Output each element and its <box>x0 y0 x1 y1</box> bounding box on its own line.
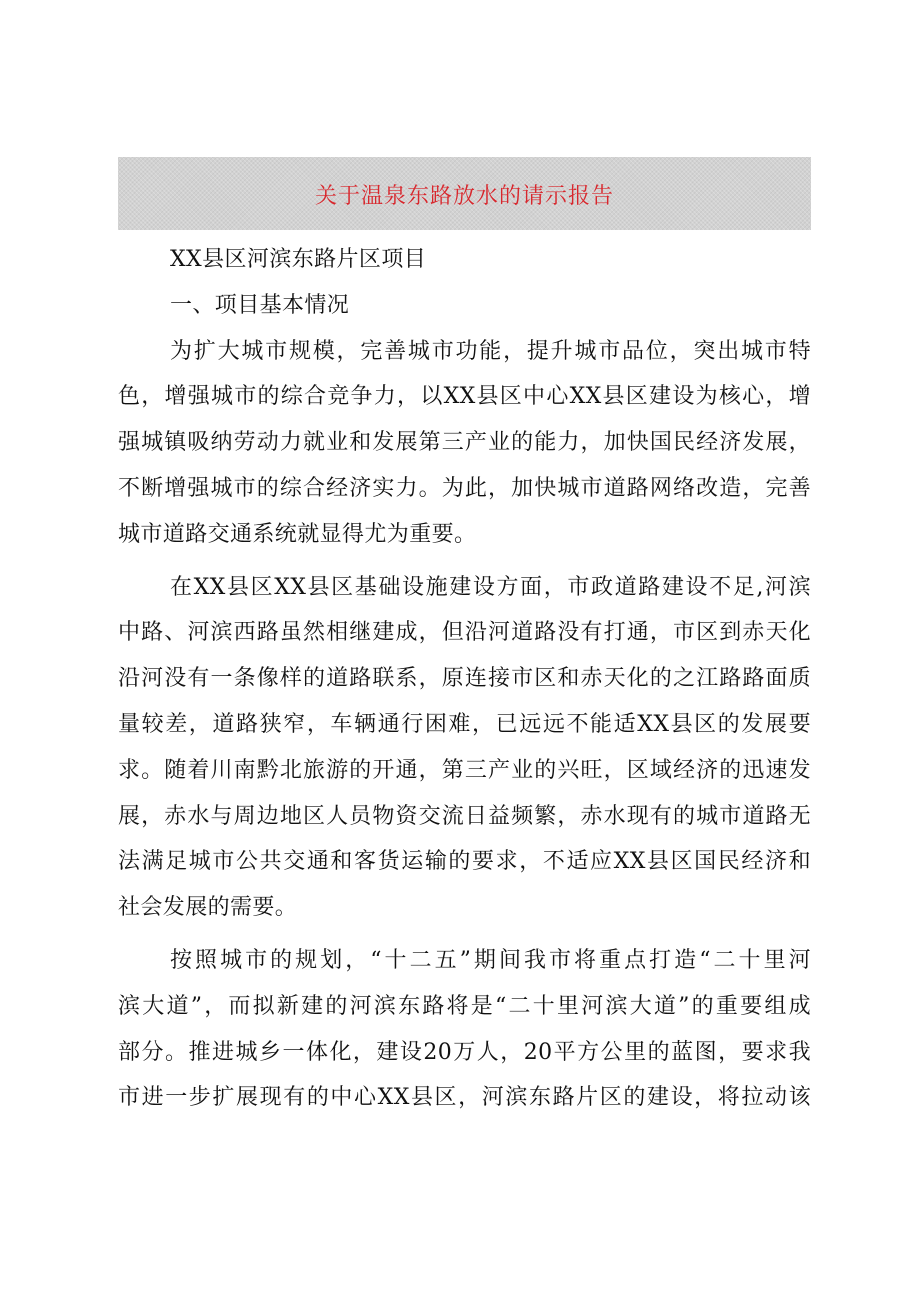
text-line: 社会发展的需要。 <box>118 895 298 921</box>
text-line: 求。随着川南黔北旅游的开通，第三产业的兴旺，区域经济的迅速发 <box>118 757 811 783</box>
text-line: 量较差，道路狭窄，车辆通行困难，已远远不能适XX县区的发展要 <box>118 711 811 737</box>
document-title: 关于温泉东路放水的请示报告 <box>314 184 614 209</box>
text-line: 展，赤水与周边地区人员物资交流日益频繁，赤水现有的城市道路无 <box>118 803 811 829</box>
text-line: 强城镇吸纳劳动力就业和发展第三产业的能力，加快国民经济发展， <box>118 430 811 456</box>
text-line: 色，增强城市的综合竞争力，以XX县区中心XX县区建设为核心，增 <box>118 384 811 410</box>
paragraph-gap <box>118 558 811 565</box>
paragraph-gap <box>118 931 811 938</box>
text-line: 中路、河滨西路虽然相继建成，但沿河道路没有打通，市区到赤天化 <box>118 620 811 646</box>
text-line: 市进一步扩展现有的中心XX县区，河滨东路片区的建设，将拉动该 <box>118 1085 811 1111</box>
text-line: 滨大道”，而拟新建的河滨东路将是“二十里河滨大道”的重要组成 <box>118 993 811 1019</box>
document-body <box>118 237 811 1121</box>
title-banner <box>118 157 811 230</box>
text-line: 不断增强城市的综合经济实力。为此，加快城市道路网络改造，完善 <box>118 475 811 501</box>
text-line: 在XX县区XX县区基础设施建设方面，市政道路建设不足,河滨 <box>170 574 811 600</box>
text-line: 一、项目基本情况 <box>170 292 350 318</box>
text-line: 法满足城市公共交通和客货运输的要求，不适应XX县区国民经济和 <box>118 849 811 875</box>
text-line: 沿河没有一条像样的道路联系，原连接市区和赤天化的之江路路面质 <box>118 666 811 692</box>
text-line: 按照城市的规划，“十二五”期间我市将重点打造“二十里河 <box>170 947 811 973</box>
text-line: 部分。推进城乡一体化，建设20万人，20平方公里的蓝图，要求我 <box>118 1039 811 1065</box>
text-line: 为扩大城市规模，完善城市功能，提升城市品位，突出城市特 <box>170 338 811 364</box>
text-line: 城市道路交通系统就显得尤为重要。 <box>118 521 477 547</box>
text-line: XX县区河滨东路片区项目 <box>170 247 427 272</box>
